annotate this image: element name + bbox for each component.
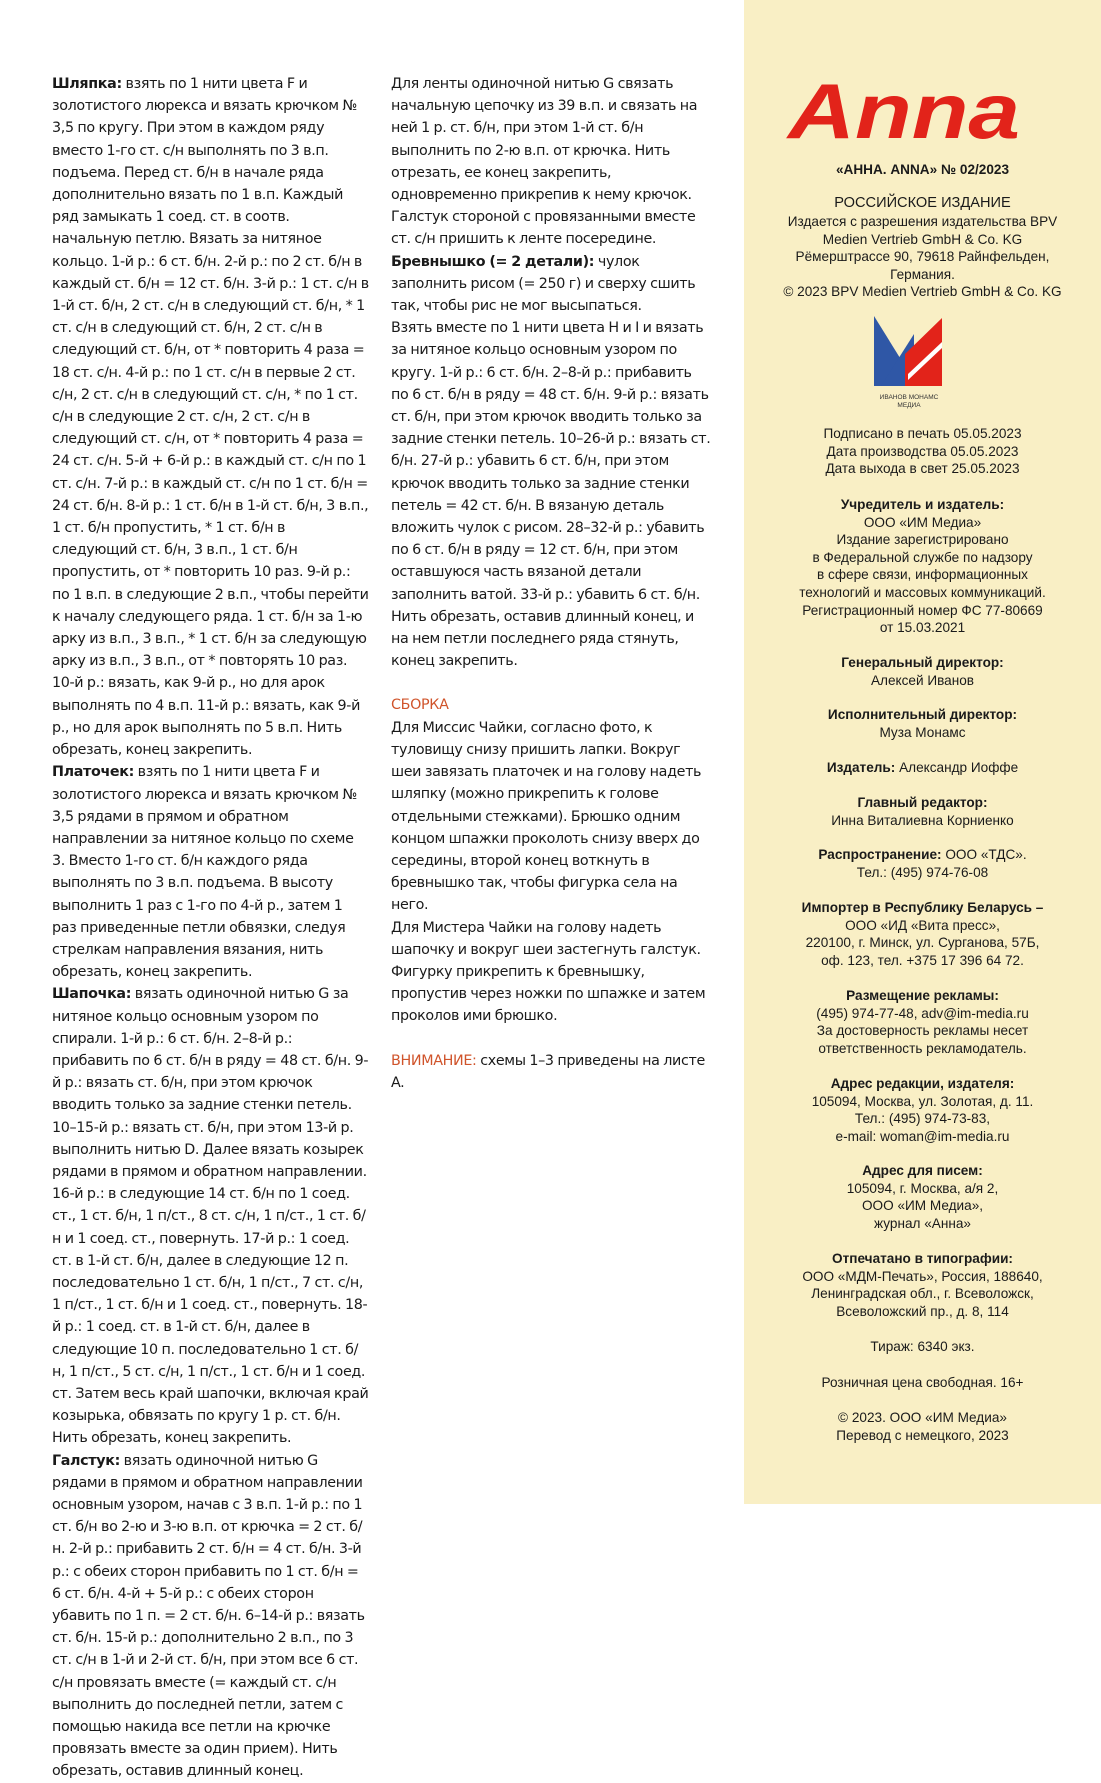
- paragraph-heading: Бревнышко (= 2 детали):: [391, 253, 595, 270]
- paragraph-text: взять по 1 нити цвета F и золотистого люрекса и вязать крючком № 3,5 по кругу. При этом в каждом ряду вместо 1-го ст. с/н выполнять по 3 в.п. подъема. Перед ст. б/н в начале ряда дополнительно вязать по 1 в.п. Каждый ряд замыкать 1 соед. ст. в соотв. начальную петлю. Вязать за нитяное кольцо. 1-й р.: 6 ст. б/н. 2-й р.: по 2 ст. б/н в каждый ст. б/н = 12 ст. б/н. 3-й р.: 1 ст. с/н в 1-й ст. б/н, 2 ст. с/н в следующий ст. б/н, * 1 ст. с/н в следующий ст. б/н, 2 ст. с/н в следующий ст. б/н, от * повторить 4 раза = 18 ст. с/н. 4-й р.: по 1 ст. с/н в первые 2 ст. с/н, 2 ст. с/н в следующий ст. с/н, * по 1 ст. с/н в следующие 2 ст. с/н, 2 ст. с/н в следующий ст. с/н, от * повторить 4 раза = 24 ст. с/н. 5-й + 6-й р.: в каждый ст. с/н по 1 ст. с/н. 7-й р.: в каждый ст. с/н по 1 ст. б/н = 24 ст. б/н. 8-й р.: 1 ст. б/н в 1-й ст. б/н, 3 в.п., 1 ст. б/н пропустить, * 1 ст. б/н в следующий ст. б/н, 3 в.п., 1 ст. б/н пропустить, от * повторить 10 раз. 9-й р.: по 1 в.п. в следующие 2 в.п., чтобы перейти к началу следующего ряда. 1 ст. б/н за 1-ю арку из в.п., 3 в.п., * 1 ст. б/н за следующую арку из в.п., 3 в.п., от * повторять 10 раз. 10-й р.: вязать, как 9-й р., но для арок выполнять по 4 в.п. 11-й р.: вязать, как 9-й р., но для арок выполнять по 5 в.п. Нить обрезать, конец закрепить.: [52, 76, 369, 759]
- executive-director-block: Исполнительный директор: Муза Монамс: [827, 707, 1018, 740]
- mail-address-block: Адрес для писем: 105094, г. Москва, а/я 2, ООО «ИМ Медиа», журнал «Анна»: [846, 1163, 999, 1231]
- svg-text:ИВАНОВ МОНАМС: ИВАНОВ МОНАМС: [879, 394, 939, 401]
- paragraph: [391, 251, 711, 318]
- paragraph: [52, 73, 370, 761]
- anna-logo-text: Anna: [785, 76, 1020, 148]
- general-director-block: Генеральный директор: Алексей Иванов: [841, 655, 1004, 688]
- paragraph-heading: Шляпка:: [52, 76, 122, 92]
- paragraph: [391, 917, 711, 1028]
- paragraph: [52, 761, 370, 983]
- publisher-logo: [872, 314, 946, 412]
- paragraph: [391, 717, 711, 917]
- article-column-right: [391, 73, 711, 1094]
- paragraph-text: вязать одиночной нитью G рядами в прямом и обратном направлении основным узором, начав с 3 в.п. 1-й р.: по 1 ст. б/н во 2-ю и 3-ю в.п. от крючка = 2 ст. б/н. 2-й р.: прибавить 2 ст. б/н = 4 ст. б/н. 3-й р.: с обеих сторон прибавить по 1 ст. б/н = 6 ст. б/н. 4-й + 5-й р.: с обеих сторон убавить по 1 п. = 2 ст. б/н. 6–14-й р.: вязать ст. б/н. 15-й р.: дополнительно 2 в.п., по 3 ст. с/н в 1-й и 2-й ст. б/н, при этом все 6 ст. с/н провязать вместе (= каждый ст. с/н выполнить до последней петли, затем с помощью накида все петли на крючке провязать вместе за один прием). Нить обрезать, оставив длинный конец.: [52, 1452, 365, 1780]
- paragraph-text: Взять вместе по 1 нити цвета H и I и вязать за нитяное кольцо основным узором по кругу. 1-й р.: 6 ст. б/н. 2–8-й р.: прибавить по 6 ст. б/н в ряду = 48 ст. б/н. 9-й р.: вязать ст. б/н, при этом крючок вводить только за задние стенки петель. 10–26-й р.: вязать ст. б/н. 27-й р.: убавить 6 ст. б/н, при этом крючок вводить только за задние стенки петель = 42 ст. б/н. В вязаную деталь вложить чулок с рисом. 28–32-й р.: убавить по 6 ст. б/н в ряду = 12 ст. б/н, при этом оставшуюся часть вязаной детали заполнить ватой. 33-й р.: убавить 6 ст. б/н. Нить обрезать, оставив длинный конец, и на нем петли последнего ряда стянуть, конец закрепить.: [391, 320, 711, 670]
- anna-logo: [782, 76, 1027, 148]
- copyright-block: © 2023. ООО «ИМ Медиа» Перевод с немецкого, 2023: [836, 1410, 1009, 1443]
- printing-block: Отпечатано в типографии: ООО «МДМ-Печать», Россия, 188640, Ленинградская обл., г. Всеволожск, Всеволожский пр., д. 8, 114: [802, 1251, 1043, 1319]
- edition-title: РОССИЙСКОЕ ИЗДАНИЕ: [834, 195, 1011, 211]
- paragraph-heading: Платочек:: [52, 764, 134, 781]
- magazine-issue: «АННА. ANNA» № 02/2023: [835, 162, 1010, 177]
- paragraph: [52, 1450, 370, 1783]
- paragraph-heading: Шапочка:: [52, 986, 132, 1003]
- paragraph-text: схемы 1–3 приведены на листе A.: [391, 1052, 705, 1091]
- paragraph: [391, 73, 711, 251]
- section-heading: СБОРКА: [391, 697, 449, 714]
- distribution-block: Распространение: ООО «ТДС». Тел.: (495) 974-76-08: [818, 847, 1027, 880]
- paragraph-heading: Галстук:: [52, 1452, 120, 1469]
- editorial-address-block: Адрес редакции, издателя: 105094, Москва, ул. Золотая, д. 11. Тел.: (495) 974-73-83, e-mail: woman@im-media.ru: [811, 1076, 1034, 1144]
- price: Розничная цена свободная. 16+: [821, 1375, 1024, 1390]
- paragraph: [391, 317, 711, 672]
- section-heading: ВНИМАНИЕ:: [391, 1052, 477, 1069]
- chief-editor-block: Главный редактор: Инна Виталиевна Корниенко: [831, 795, 1014, 828]
- paragraph: [52, 983, 370, 1449]
- article-column-left: [52, 73, 370, 1783]
- paragraph-text: Для ленты одиночной нитью G связать начальную цепочку из 39 в.п. и связать на ней 1 р. ст. б/н, при этом 1-й ст. б/н выполнить по 2-ю в.п. от крючка. Нить отрезать, ее конец закрепить, одновременно прикрепив к нему крючок. Галстук стороной с провязанными вместе ст. с/н пришить к ленте посередине.: [391, 76, 698, 248]
- founder-block: Учредитель и издатель: ООО «ИМ Медиа» Издание зарегистрировано в Федеральной службе по надзору в сфере связи, информационных технологий и массовых коммуникаций. Регистрационный номер ФС 77-80669 от 15.03.2021: [799, 497, 1046, 636]
- paragraph-text: Для Мистера Чайки на голову надеть шапочку и вокруг шеи застегнуть галстук. Фигурку прикрепить к бревнышку, пропустив через ножки по шпажке и затем проколов ими брюшко.: [391, 919, 706, 1025]
- paragraph: [391, 694, 711, 716]
- publisher-block: Издатель: Александр Иоффе: [826, 760, 1019, 775]
- importer-block: Импортер в Республику Беларусь – ООО «ИД «Вита пресс», 220100, г. Минск, ул. Сурганова, 57Б, оф. 123, тел. +375 17 396 64 72.: [801, 900, 1044, 968]
- paragraph-text: вязать одиночной нитью G за нитяное кольцо основным узором по спирали. 1-й р.: 6 ст. б/н. 2–8-й р.: прибавить по 6 ст. б/н в ряду = 48 ст. б/н. 9-й р.: вязать ст. б/н, при этом крючок вводить только за задние стенки петель. 10–15-й р.: вязать ст. б/н, при этом 13-й р. выполнить нитью D. Далее вязать козырек рядами в прямом и обратном направлении. 16-й р.: в следующие 14 ст. б/н по 1 соед. ст., 1 ст. б/н, 1 п/ст., 8 ст. с/н, 1 п/ст., 1 ст. б/н и 1 соед. ст., повернуть. 17-й р.: 1 соед. ст. в 1-й ст. б/н, далее в следующие 12 п. последовательно 1 ст. б/н, 1 п/ст., 7 ст. с/н, 1 п/ст., 1 ст. б/н и 1 соед. ст., повернуть. 18-й р.: 1 соед. ст. в 1-й ст. б/н, далее в следующие 10 п. последовательно 1 ст. б/н, 1 п/ст., 5 ст. с/н, 1 п/ст., 1 ст. б/н и 1 соед. ст. Затем весь край шапочки, включая край козырька, обвязать по кругу 1 р. ст. б/н. Нить обрезать, конец закрепить.: [52, 986, 369, 1447]
- dates-block: Подписано в печать 05.05.2023 Дата производства 05.05.2023 Дата выхода в свет 25.05.2023: [823, 426, 1022, 477]
- circulation: Тираж: 6340 экз.: [870, 1339, 975, 1354]
- advertising-block: Размещение рекламы: (495) 974-77-48, adv@im-media.ru За достоверность рекламы несет ответственность рекламодатель.: [816, 988, 1029, 1056]
- paragraph-text: чулок заполнить рисом (= 250 г) и сверху сшить так, чтобы рис не мог высыпаться.: [391, 253, 696, 315]
- license-block: Издается с разрешения издательства BPV Medien Vertrieb GmbH & Co. KG Рёмерштрассе 90, 79618 Райнфельден, Германия. © 2023 BPV Medien Vertrieb GmbH & Co. KG: [783, 214, 1062, 300]
- svg-text:МЕДИА: МЕДИА: [897, 402, 921, 409]
- paragraph: [391, 1050, 711, 1094]
- imprint-sidebar: [744, 0, 1101, 1504]
- paragraph-text: Для Миссис Чайки, согласно фото, к туловищу снизу пришить лапки. Вокруг шеи завязать платочек и на голову надеть шляпку (можно прикрепить к голове отдельными стежками). Брюшко одним концом шпажки проколоть снизу вверх до середины, второй конец воткнуть в бревнышко так, чтобы фигурка села на него.: [391, 719, 702, 914]
- paragraph-text: взять по 1 нити цвета F и золотистого люрекса и вязать крючком № 3,5 рядами в прямом и обратном направлении за нитяное кольцо по схеме 3. Вместо 1-го ст. б/н каждого ряда выполнять по 3 в.п. подъема. В высоту выполнить 1 раз с 1-го по 4-й р., затем 1 раз приведенные петли обвязки, следуя стрелкам направления вязания, нить обрезать, конец закрепить.: [52, 764, 357, 981]
